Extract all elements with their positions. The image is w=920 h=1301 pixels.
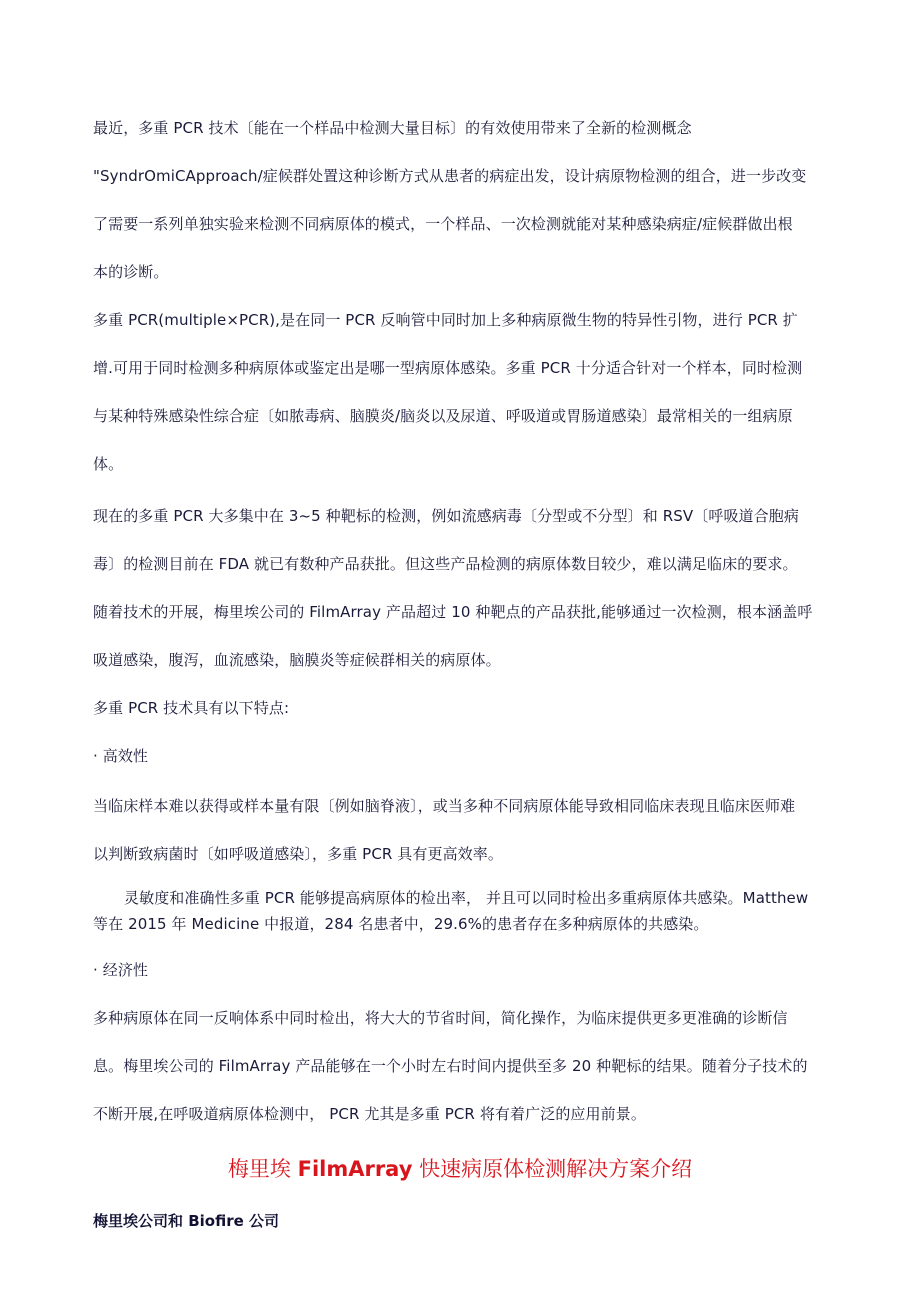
paragraph-line: 了需要一系列单独实验来检测不同病原体的模式，一个样品、一次检测就能对某种感染病症/症候群做出根 bbox=[93, 215, 793, 233]
paragraph-line: 体。 bbox=[93, 455, 124, 473]
paragraph-line: 增.可用于同时检测多种病原体或鉴定出是哪一型病原体感染。多重 PCR 十分适合针对一个样本，同时检测 bbox=[93, 359, 803, 377]
paragraph-line: 最近，多重 PCR 技术〔能在一个样品中检测大量目标〕的有效使用带来了全新的检测概念 bbox=[93, 119, 692, 137]
paragraph-line: 灵敏度和准确性多重 PCR 能够提高病原体的检出率， 并且可以同时检出多重病原体共感染。Matthew bbox=[124, 889, 809, 907]
paragraph-line: 现在的多重 PCR 大多集中在 3~5 种靶标的检测，例如流感病毒〔分型或不分型〕和 RSV〔呼吸道合胞病 bbox=[93, 507, 799, 525]
paragraph-line: 息。梅里埃公司的 FilmArray 产品能够在一个小时左右时间内提供至多 20 种靶标的结果。随着分子技术的 bbox=[93, 1057, 808, 1075]
paragraph-line: "SyndrOmiCApproach/症候群处置这种诊断方式从患者的病症出发，设计病原物检测的组合，进一步改变 bbox=[93, 167, 807, 185]
paragraph-line: 毒〕的检测目前在 FDA 就已有数种产品获批。但这些产品检测的病原体数目较少，难以满足临床的要求。 bbox=[93, 555, 798, 573]
paragraph-line: 以判断致病菌时〔如呼吸道感染〕，多重 PCR 具有更高效率。 bbox=[93, 845, 503, 863]
paragraph-line: 多重 PCR 技术具有以下特点: bbox=[93, 699, 290, 717]
heading-brand: FilmArray bbox=[297, 1157, 413, 1181]
paragraph-line: 多种病原体在同一反响体系中同时检出，将大大的节省时间，简化操作，为临床提供更多更准确的诊断信 bbox=[93, 1009, 788, 1027]
paragraph-line: 当临床样本难以获得或样本量有限〔例如脑脊液〕，或当多种不同病原体能导致相同临床表现且临床医师难 bbox=[93, 797, 796, 815]
paragraph-line: 与某种特殊感染性综合症〔如脓毒病、脑膜炎/脑炎以及尿道、呼吸道或胃肠道感染〕最常相关的一组病原 bbox=[93, 407, 793, 425]
heading-suffix: 快速病原体检测解决方案介绍 bbox=[412, 1157, 693, 1181]
paragraph-line: 本的诊断。 bbox=[93, 263, 169, 281]
heading-prefix: 梅里埃 bbox=[227, 1157, 298, 1181]
subheading: 梅里埃公司和 Biofire 公司 bbox=[93, 1212, 280, 1230]
bullet-heading: · 经济性 bbox=[93, 961, 149, 979]
paragraph-line: 随着技术的开展，梅里埃公司的 FilmArray 产品超过 10 种靶点的产品获批,能够通过一次检测，根本涵盖呼 bbox=[93, 603, 813, 621]
paragraph-line: 吸道感染，腹泻，血流感染，脑膜炎等症候群相关的病原体。 bbox=[93, 651, 501, 669]
section-heading bbox=[0, 1155, 920, 1183]
bullet-heading: · 高效性 bbox=[93, 747, 149, 765]
paragraph-line: 多重 PCR(multiple×PCR),是在同一 PCR 反响管中同时加上多种病原微生物的特异性引物，进行 PCR 扩 bbox=[93, 311, 798, 329]
paragraph-line: 等在 2015 年 Medicine 中报道，284 名患者中，29.6%的患者存在多种病原体的共感染。 bbox=[93, 915, 709, 933]
paragraph-line: 不断开展,在呼吸道病原体检测中， PCR 尤其是多重 PCR 将有着广泛的应用前景。 bbox=[93, 1105, 646, 1123]
